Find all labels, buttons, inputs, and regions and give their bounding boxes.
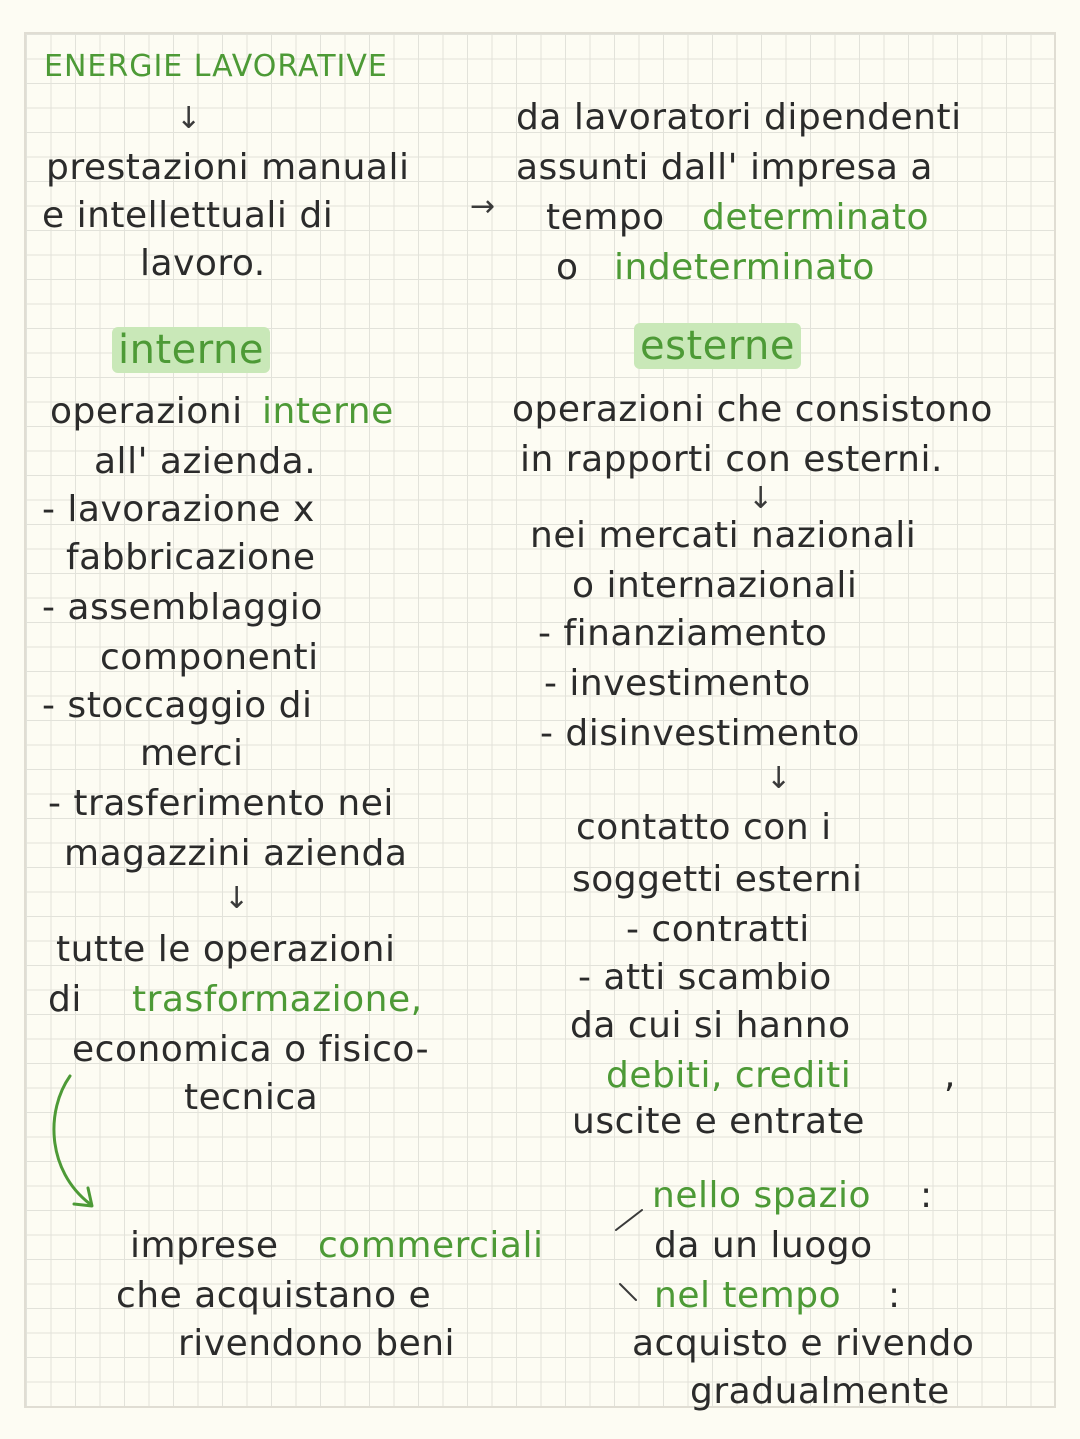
interne-summary4: tecnica: [184, 1077, 319, 1118]
right-top-line4b: indeterminato: [614, 247, 875, 288]
interne-line2: all' azienda.: [94, 441, 317, 482]
time-colon: :: [888, 1275, 901, 1316]
space-text: da un luogo: [654, 1225, 873, 1266]
space-label: nello spazio: [652, 1175, 872, 1216]
interne-item-2: - assemblaggio: [42, 587, 323, 628]
left-top-line2: e intellettuali di: [42, 195, 334, 236]
bottom-line1a: imprese: [130, 1225, 279, 1266]
right-top-line4a: o: [556, 247, 579, 288]
heading-interne: [112, 327, 270, 373]
esterne-item-0: - finanziamento: [538, 613, 828, 654]
interne-item-0: - lavorazione x: [42, 489, 315, 530]
page-title: ENERGIE LAVORATIVE: [44, 49, 388, 84]
left-top-line1: prestazioni manuali: [46, 147, 410, 188]
esterne-contact3: - contratti: [626, 909, 810, 950]
down-arrow-icon: ↓: [176, 101, 202, 136]
interne-item-3: componenti: [100, 637, 319, 678]
right-arrow-icon: →: [470, 189, 496, 224]
interne-item-1: fabbricazione: [66, 537, 316, 578]
interne-line1a: operazioni: [50, 391, 243, 432]
interne-line1b: interne: [262, 391, 394, 432]
time-text2: gradualmente: [690, 1371, 950, 1412]
down-arrow-icon: ↓: [224, 881, 250, 916]
interne-summary2b: trasformazione,: [132, 979, 423, 1020]
esterne-line4: o internazionali: [572, 565, 858, 606]
esterne-item-1: - investimento: [544, 663, 811, 704]
right-top-line2: assunti dall' impresa a: [516, 147, 933, 188]
interne-summary3: economica o fisico-: [72, 1029, 430, 1070]
space-colon: :: [920, 1175, 933, 1216]
left-top-line3: lavoro.: [140, 243, 266, 284]
esterne-contact7: uscite e entrate: [572, 1101, 865, 1142]
bottom-line1b: commerciali: [318, 1225, 544, 1266]
esterne-line1: operazioni che consistono: [512, 389, 993, 430]
bracket-lines: [610, 1200, 650, 1310]
curved-arrow-icon: [40, 1070, 110, 1220]
esterne-contact2: soggetti esterni: [572, 859, 863, 900]
interne-item-6: - trasferimento nei: [48, 783, 394, 824]
interne-summary1: tutte le operazioni: [56, 929, 396, 970]
bottom-line3: rivendono beni: [178, 1323, 456, 1364]
esterne-contact4: - atti scambio: [578, 957, 832, 998]
bottom-line2: che acquistano e: [116, 1275, 432, 1316]
right-top-line1: da lavoratori dipendenti: [516, 97, 962, 138]
esterne-line3: nei mercati nazionali: [530, 515, 917, 556]
esterne-contact5: da cui si hanno: [570, 1005, 851, 1046]
heading-esterne: [634, 323, 801, 369]
right-top-line3a: tempo: [546, 197, 665, 238]
time-text1: acquisto e rivendo: [632, 1323, 975, 1364]
esterne-line2: in rapporti con esterni.: [520, 439, 943, 480]
heading-interne-text: interne: [112, 327, 270, 373]
interne-summary2a: di: [48, 979, 82, 1020]
down-arrow-icon: ↓: [748, 481, 774, 516]
interne-item-4: - stoccaggio di: [42, 685, 313, 726]
esterne-contact6b: ,: [944, 1055, 956, 1096]
esterne-contact6a: debiti, crediti: [606, 1055, 852, 1096]
esterne-item-2: - disinvestimento: [540, 713, 860, 754]
heading-esterne-text: esterne: [634, 323, 801, 369]
interne-item-5: merci: [140, 733, 244, 774]
right-top-line3b: determinato: [702, 197, 930, 238]
time-label: nel tempo: [654, 1275, 842, 1316]
esterne-contact1: contatto con i: [576, 807, 832, 848]
down-arrow-icon: ↓: [766, 761, 792, 796]
interne-item-7: magazzini azienda: [64, 833, 408, 874]
